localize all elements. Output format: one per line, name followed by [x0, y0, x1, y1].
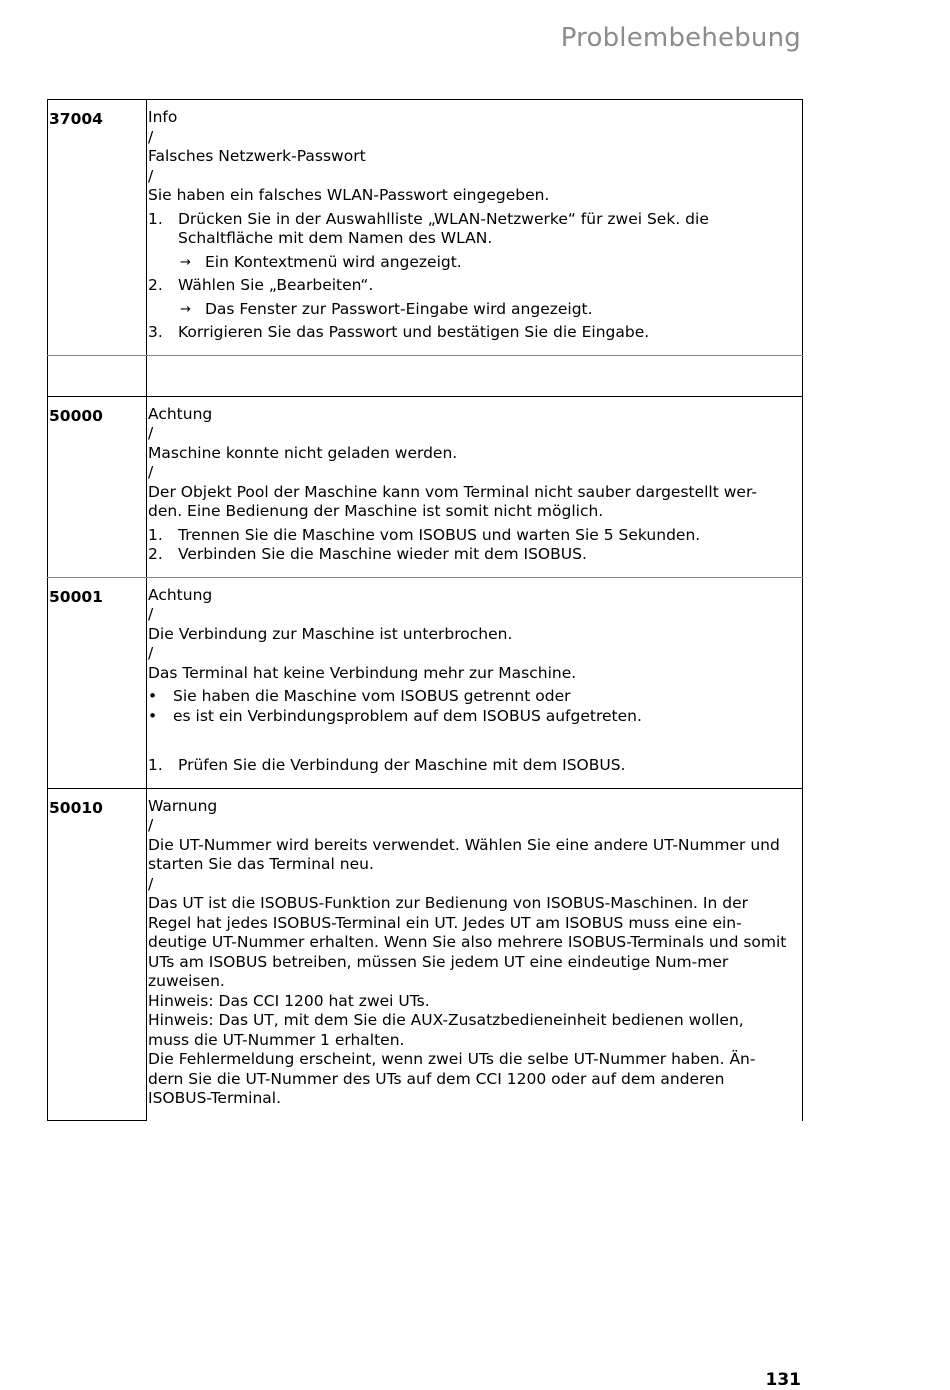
table-row	[47, 577, 803, 788]
error-details	[147, 100, 803, 355]
bullet-text: es ist ein Verbindungsproblem auf dem ISOBUS aufgetreten.	[173, 706, 642, 725]
error-message-table	[47, 99, 803, 1121]
error-note: Die Fehlermeldung erscheint, wenn zwei UTs die selbe UT-Nummer haben. Än-dern Sie die UT-Nummer des UTs auf dem CCI 1200 oder auf dem anderen ISOBUS-Terminal.	[148, 1050, 756, 1107]
error-description: Sie haben ein falsches WLAN-Passwort eingegeben.	[148, 186, 550, 204]
bullet-item	[148, 687, 788, 707]
step-text: Wählen Sie „Bearbeiten“.	[178, 276, 374, 294]
step-number: 2.	[148, 276, 163, 294]
step-result	[148, 253, 788, 273]
step-result	[148, 300, 788, 320]
error-details	[147, 397, 803, 577]
step-item	[148, 756, 788, 776]
table-row	[47, 396, 803, 577]
error-code: 37004	[47, 100, 147, 355]
step-number: 1.	[148, 756, 163, 774]
error-code: 50000	[47, 397, 147, 577]
error-title: Falsches Netzwerk-Passwort	[148, 147, 366, 165]
separator: /	[148, 816, 154, 834]
error-explanation: Das UT ist die ISOBUS-Funktion zur Bedienung von ISOBUS-Maschinen. In der Regel hat jedes ISOBUS-Terminal ein UT. Jedes UT am ISOBUS muss eine ein-deutige UT-Nummer erhalten. Wenn Sie also mehrere ISOBUS-Terminals und somit UTs am ISOBUS betreiben, müssen Sie jedem UT eine eindeutige Num-mer zuweisen.	[148, 894, 787, 990]
step-text: Prüfen Sie die Verbindung der Maschine mit dem ISOBUS.	[178, 756, 626, 774]
step-text: Verbinden Sie die Maschine wieder mit dem ISOBUS.	[178, 545, 587, 563]
step-number: 3.	[148, 323, 163, 341]
separator: /	[148, 166, 154, 185]
arrow-right-icon: →	[180, 254, 191, 270]
step-item	[148, 276, 788, 296]
separator: /	[148, 463, 154, 481]
step-text: Drücken Sie in der Auswahlliste „WLAN-Netzwerke“ für zwei Sek. die Schaltfläche mit dem Namen des WLAN.	[178, 209, 709, 247]
error-title: Maschine konnte nicht geladen werden.	[148, 443, 458, 462]
separator: /	[148, 127, 154, 146]
empty-cell	[147, 356, 803, 396]
separator: /	[148, 874, 154, 893]
error-details	[147, 789, 803, 1121]
bullet-icon: •	[148, 706, 158, 725]
table-row	[47, 99, 803, 355]
hint-text: Hinweis: Das CCI 1200 hat zwei UTs.	[148, 991, 430, 1010]
table-row	[47, 788, 803, 1121]
arrow-right-icon: →	[180, 301, 191, 317]
error-code: 50001	[47, 578, 147, 788]
empty-table-row	[47, 355, 803, 396]
step-item	[148, 526, 788, 546]
step-number: 1.	[148, 209, 163, 228]
step-text: Korrigieren Sie das Passwort und bestätigen Sie die Eingabe.	[178, 323, 650, 341]
step-result-text: Das Fenster zur Passwort-Eingabe wird angezeigt.	[205, 299, 593, 318]
separator: /	[148, 424, 154, 442]
hint-text: Hinweis: Das UT, mit dem Sie die AUX-Zusatzbedieneinheit bedienen wollen, muss die UT-Nummer 1 erhalten.	[148, 1011, 744, 1049]
step-item	[148, 210, 788, 249]
error-type: Info	[148, 108, 178, 126]
error-details	[147, 578, 803, 788]
error-type: Achtung	[148, 404, 213, 423]
error-type: Warnung	[148, 796, 218, 815]
error-type: Achtung	[148, 585, 213, 604]
error-description: Der Objekt Pool der Maschine kann vom Terminal nicht sauber dargestellt wer-den. Eine Bedienung der Maschine ist somit nicht möglich.	[148, 482, 757, 520]
separator: /	[148, 605, 154, 623]
step-item	[148, 545, 788, 565]
step-result-text: Ein Kontextmenü wird angezeigt.	[205, 252, 462, 271]
bullet-item	[148, 707, 788, 727]
step-item	[148, 323, 788, 343]
error-title: Die UT-Nummer wird bereits verwendet. Wählen Sie eine andere UT-Nummer und starten Sie das Terminal neu.	[148, 835, 780, 873]
bullet-text: Sie haben die Maschine vom ISOBUS getrennt oder	[173, 687, 571, 705]
step-text: Trennen Sie die Maschine vom ISOBUS und warten Sie 5 Sekunden.	[178, 525, 701, 544]
error-code: 50010	[47, 789, 147, 1121]
step-number: 1.	[148, 525, 163, 544]
section-title: Problembehebung	[560, 23, 801, 53]
page-number: 131	[765, 1370, 801, 1390]
step-number: 2.	[148, 545, 163, 563]
error-description: Das Terminal hat keine Verbindung mehr zur Maschine.	[148, 663, 577, 682]
bullet-icon: •	[148, 687, 158, 705]
error-title: Die Verbindung zur Maschine ist unterbrochen.	[148, 624, 513, 643]
empty-cell	[47, 356, 147, 396]
separator: /	[148, 644, 154, 662]
